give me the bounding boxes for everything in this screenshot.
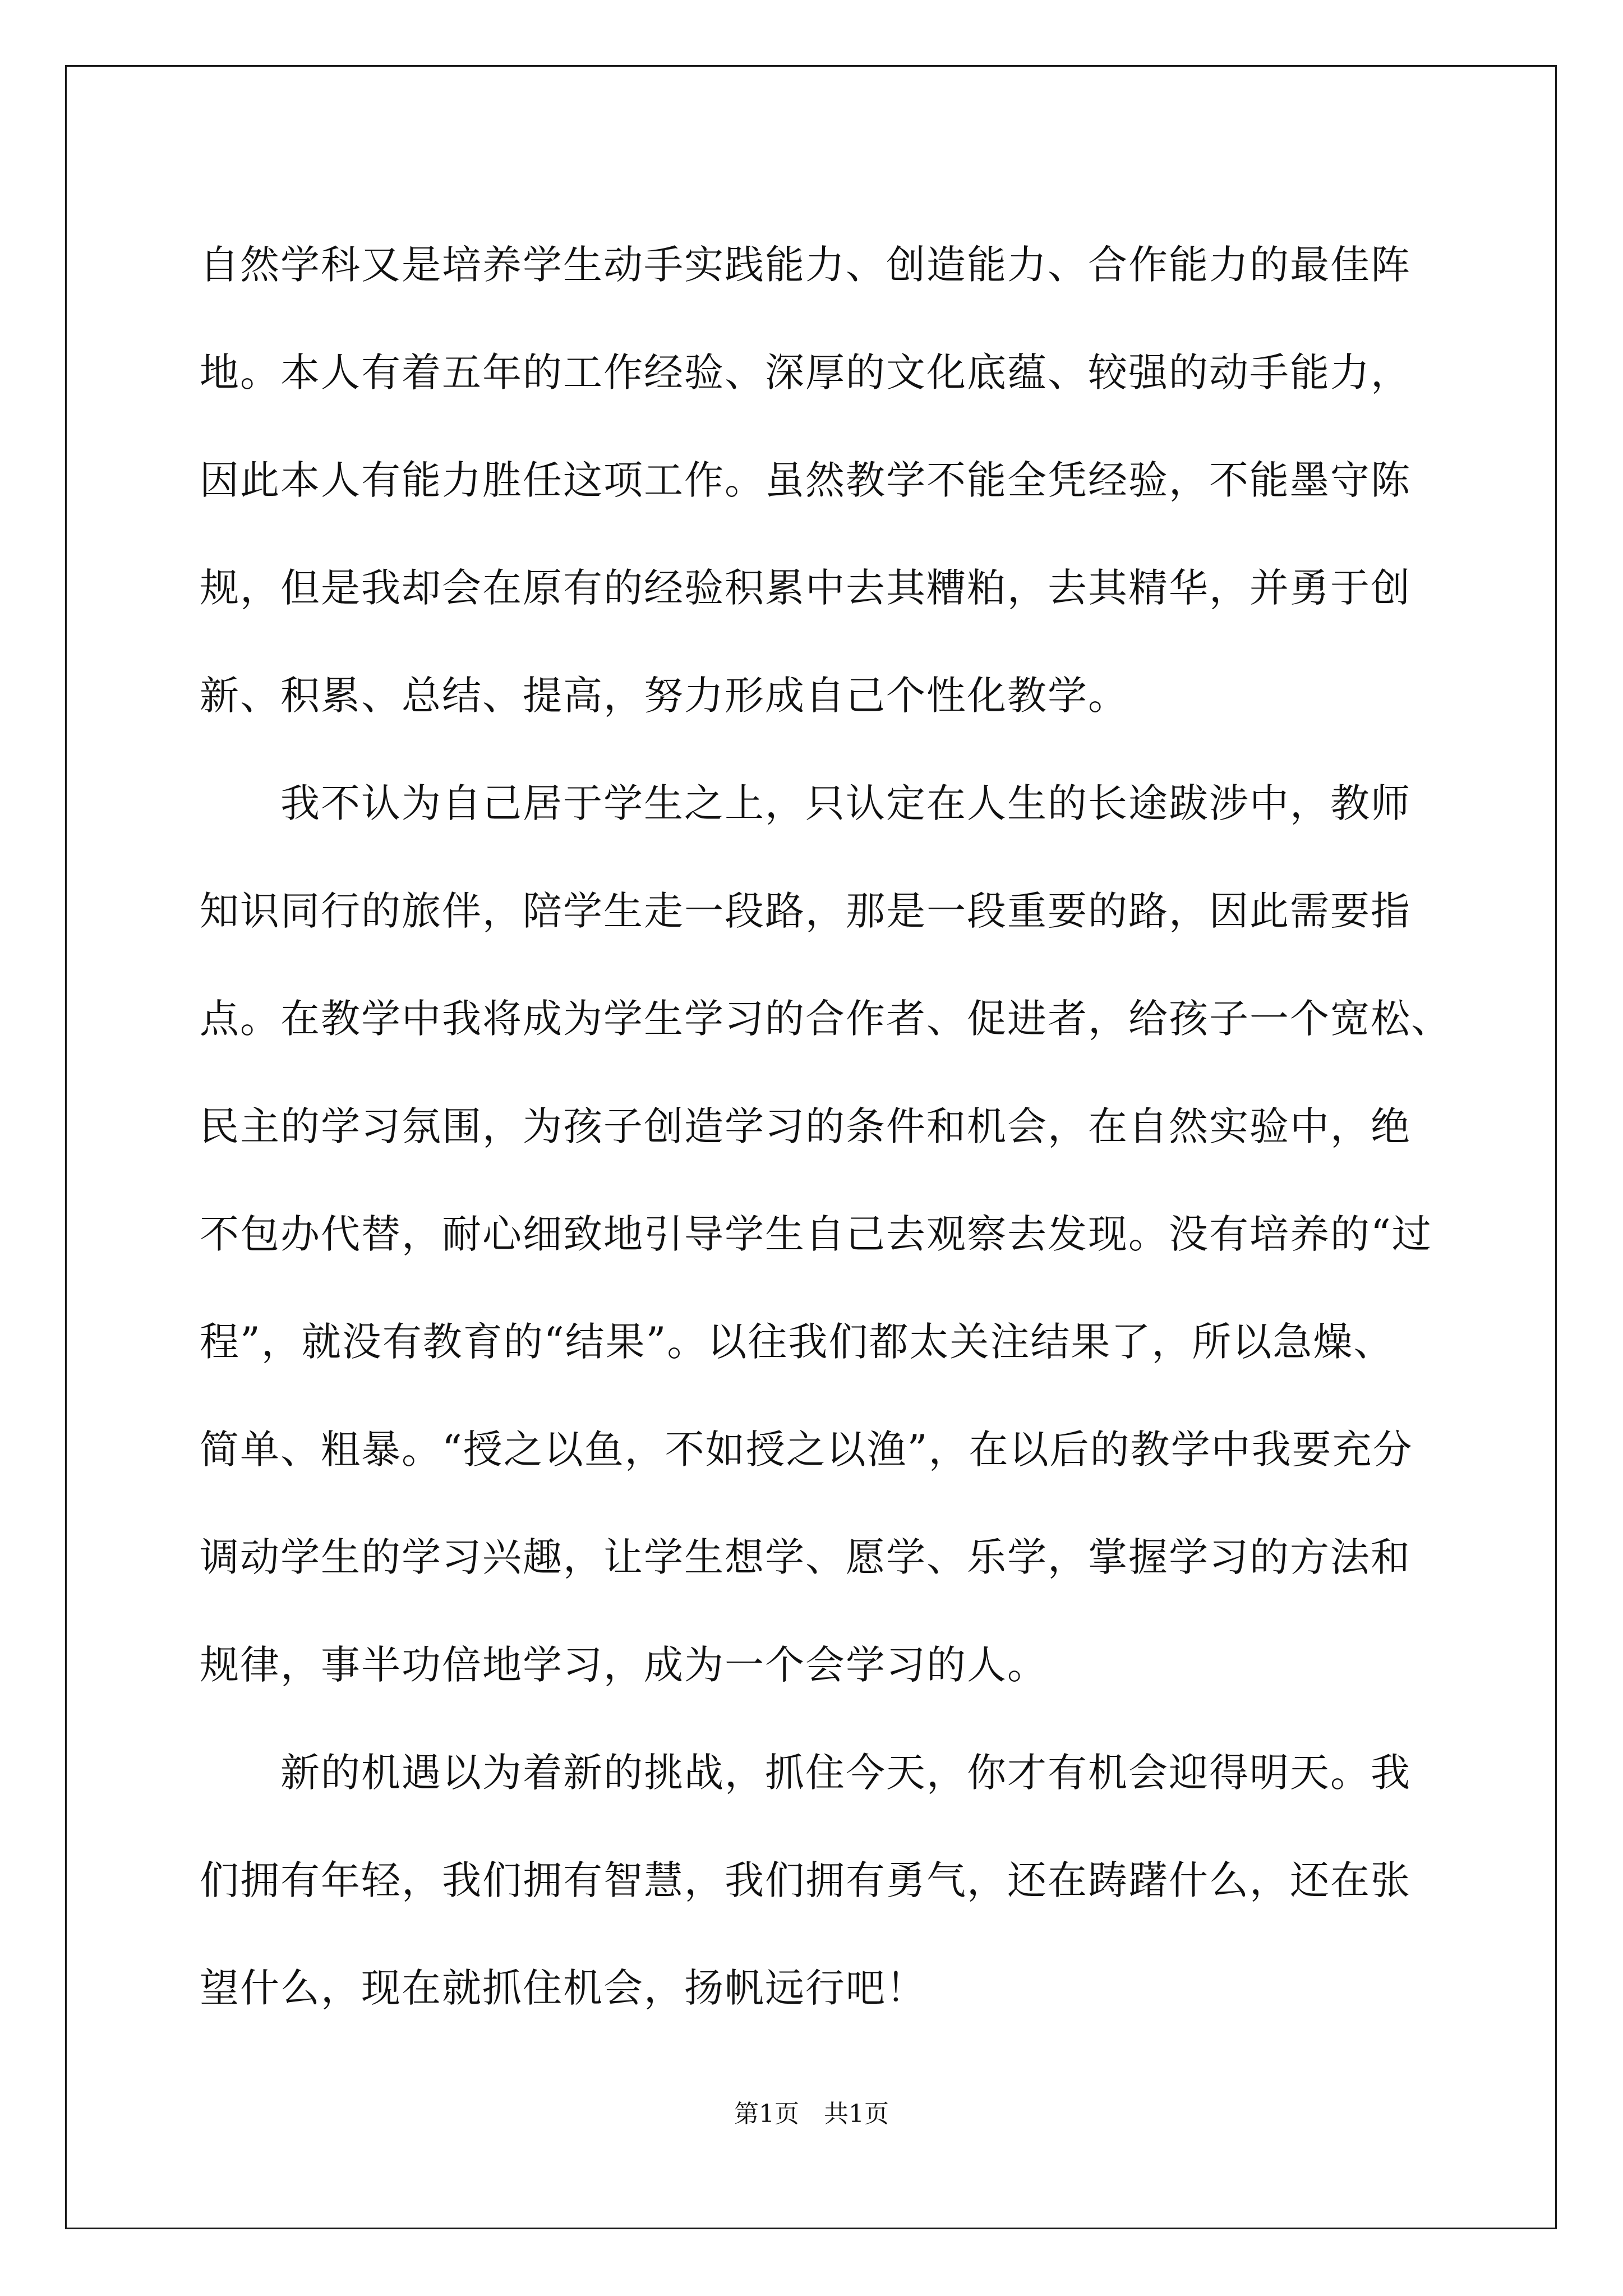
text-line: 们拥有年轻，我们拥有智慧，我们拥有勇气，还在踌躇什么，还在张 [200, 1857, 1411, 1903]
text-line: 规，但是我却会在原有的经验积累中去其糟粕，去其精华，并勇于创 [200, 565, 1411, 611]
text-line: 程”，就没有教育的“结果”。以往我们都太关注结果了，所以急燥、 [200, 1319, 1394, 1365]
text-line: 自然学科又是培养学生动手实践能力、创造能力、合作能力的最佳阵 [200, 242, 1411, 288]
text-line: 不包办代替，耐心细致地引导学生自己去观察去发现。没有培养的“过 [200, 1211, 1432, 1257]
text-line: 新、积累、总结、提高，努力形成自己个性化教学。 [200, 673, 1128, 719]
text-line: 望什么，现在就抓住机会，扬帆远行吧！ [200, 1965, 926, 2011]
text-line: 简单、粗暴。“授之以鱼，不如授之以渔”，在以后的教学中我要充分 [200, 1427, 1413, 1473]
page-number: 第1页 [734, 2100, 799, 2128]
text-line: 民主的学习氛围，为孩子创造学习的条件和机会，在自然实验中，绝 [200, 1103, 1411, 1149]
text-line: 点。在教学中我将成为学生学习的合作者、促进者，给孩子一个宽松、 [200, 996, 1451, 1042]
text-line: 规律，事半功倍地学习，成为一个会学习的人。 [200, 1642, 1048, 1688]
page-footer [0, 2093, 1623, 2129]
text-line: 新的机遇以为着新的挑战，抓住今天，你才有机会迎得明天。我 [200, 1750, 1411, 1796]
text-line: 我不认为自己居于学生之上，只认定在人生的长途跋涉中，教师 [200, 780, 1411, 826]
document-body [200, 211, 1461, 2042]
text-line: 因此本人有能力胜任这项工作。虽然教学不能全凭经验，不能墨守陈 [200, 457, 1411, 503]
page-total: 共1页 [824, 2100, 889, 2128]
text-line: 调动学生的学习兴趣，让学生想学、愿学、乐学，掌握学习的方法和 [200, 1534, 1411, 1580]
text-line: 地。本人有着五年的工作经验、深厚的文化底蕴、较强的动手能力， [200, 349, 1411, 395]
text-line: 知识同行的旅伴，陪学生走一段路，那是一段重要的路，因此需要指 [200, 888, 1411, 934]
